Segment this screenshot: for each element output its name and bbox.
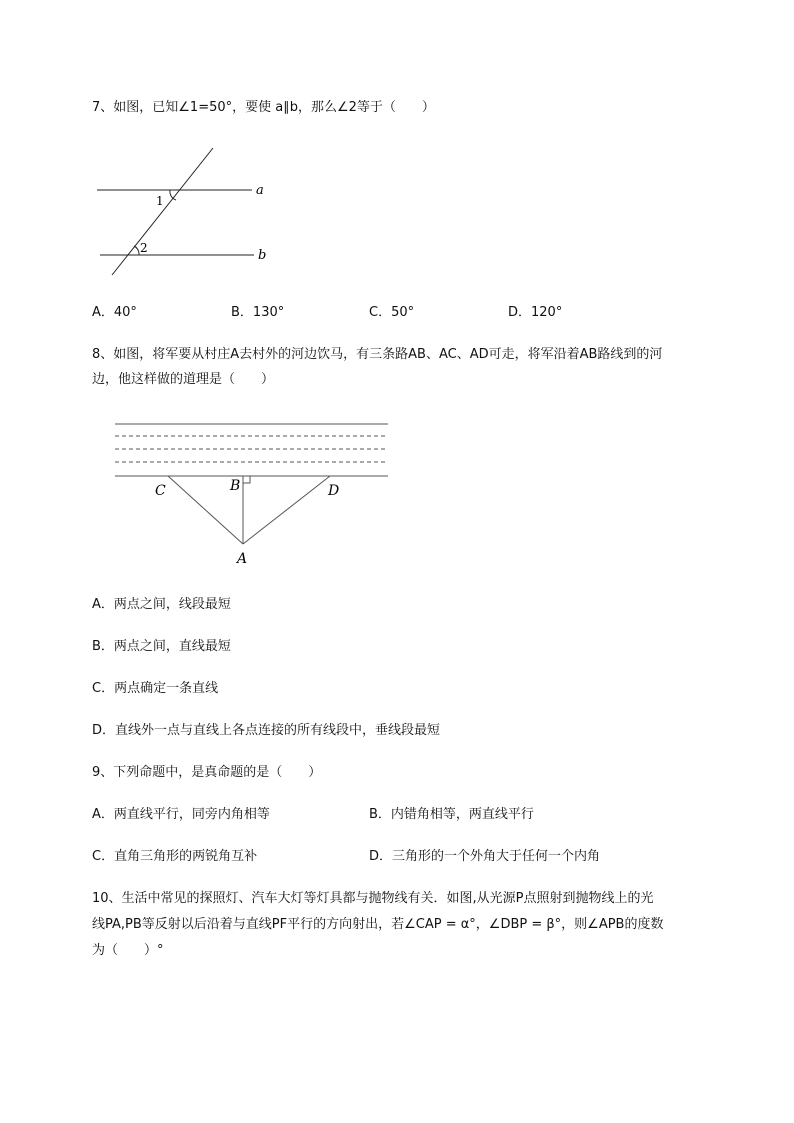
label-b: B — [230, 478, 241, 494]
q9-option-d: D．三角形的一个外角大于任何一个内角 — [369, 849, 601, 864]
q7-option-a: A．40° — [92, 305, 137, 320]
right-angle-mark — [243, 476, 250, 483]
label-angle2: 2 — [140, 241, 148, 255]
angle2-arc — [134, 246, 139, 255]
q8-stem-line2: 边，他这样做的道理是（ ） — [92, 372, 275, 387]
q7-figure — [92, 140, 282, 285]
label-b: b — [258, 248, 267, 263]
q9-option-a: A．两直线平行，同旁内角相等 — [92, 807, 270, 822]
q8-option-c: C．两点确定一条直线 — [92, 681, 219, 696]
label-a: a — [256, 183, 264, 198]
q9-option-b: B．内错角相等，两直线平行 — [369, 807, 534, 822]
q7-option-b: B．130° — [231, 305, 285, 320]
q7-option-c: C．50° — [369, 305, 415, 320]
q10-stem-line2: 线PA,PB等反射以后沿着与直线PF平行的方向射出，若∠CAP = α°，∠DBP = β°，则∠APB的度数 — [92, 917, 664, 932]
transversal — [112, 148, 213, 275]
q8-option-d: D．直线外一点与直线上各点连接的所有线段中，垂线段最短 — [92, 723, 441, 738]
q8-stem-line1: 8、如图，将军要从村庄A去村外的河边饮马，有三条路AB、AC、AD可走，将军沿着AB路线到的河 — [92, 347, 663, 362]
q8-option-a: A．两点之间，线段最短 — [92, 597, 231, 612]
q9-stem: 9、下列命题中，是真命题的是（ ） — [92, 765, 322, 780]
q7-stem: 7、如图，已知∠1=50°，要使 a∥b，那么∠2等于（ ） — [92, 100, 435, 115]
q8-figure — [110, 418, 395, 568]
q10-stem-line3: 为（ ）° — [92, 943, 164, 958]
label-d: D — [328, 483, 340, 499]
q7-option-d: D．120° — [508, 305, 563, 320]
label-a: A — [237, 551, 248, 567]
q8-option-b: B．两点之间，直线最短 — [92, 639, 231, 654]
q10-stem-line1: 10、生活中常见的探照灯、汽车大灯等灯具都与抛物线有关．如图,从光源P点照射到抛物线上的光 — [92, 891, 654, 906]
label-c: C — [155, 483, 166, 499]
path-ad — [243, 476, 330, 544]
label-angle1: 1 — [156, 194, 164, 208]
q9-option-c: C．直角三角形的两锐角互补 — [92, 849, 258, 864]
